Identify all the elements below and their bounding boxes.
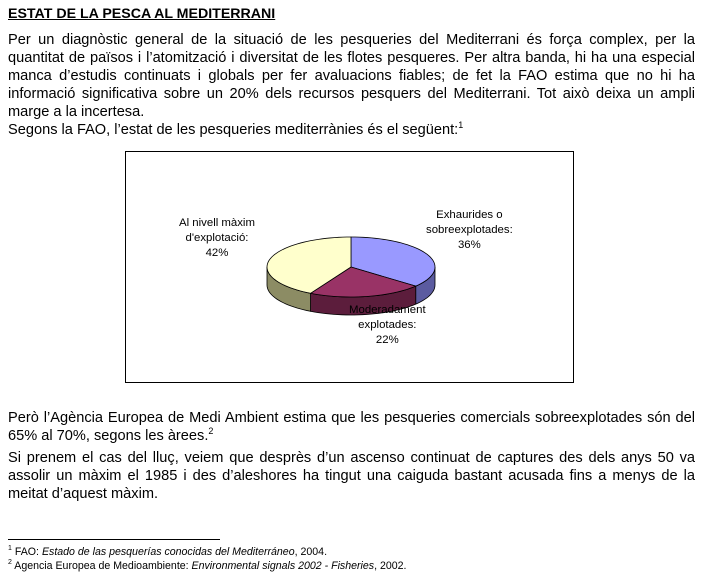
slice-label-value: 42% [205, 247, 229, 259]
footnote-number: 1 [8, 545, 12, 552]
slice-label-exhaurides [426, 208, 513, 253]
footnote-title: Environmental signals 2002 - Fisheries [191, 560, 375, 572]
slice-label-value: 22% [375, 334, 399, 346]
footnote-prefix: FAO: [14, 546, 42, 558]
slice-label-line: sobreexplotades: [426, 224, 513, 236]
eea-text: Però l’Agència Europea de Medi Ambient estima que les pesqueries comercials sobreexplotades són del 65% al 70%, segons les àrees. [8, 410, 695, 444]
slice-label-value: 36% [457, 239, 481, 251]
footnote-suffix: , 2004. [294, 546, 328, 558]
fao-intro-paragraph [8, 121, 695, 139]
slice-label-moderadament [349, 303, 426, 348]
slice-label-line: Exhaurides o [436, 209, 503, 221]
slice-label-line: explotades: [358, 319, 417, 331]
page-title: ESTAT DE LA PESCA AL MEDITERRANI [8, 6, 276, 22]
slice-label-line: Moderadament [349, 304, 426, 316]
footnote-2 [8, 560, 407, 573]
slice-label-line: Al nivell màxim [179, 217, 255, 229]
fao-intro-text: Segons la FAO, l’estat de les pesqueries mediterrànies és el següent: [8, 122, 459, 138]
footnote-number: 2 [8, 559, 12, 566]
slice-label-line: d'explotació: [185, 232, 249, 244]
footnote-ref-2: 2 [208, 426, 214, 436]
footnote-1 [8, 546, 327, 559]
footnote-separator [8, 539, 220, 540]
footnote-suffix: , 2002. [374, 560, 407, 572]
footnote-ref-1: 1 [458, 120, 464, 130]
pie-chart-svg [126, 152, 575, 384]
intro-paragraph: Per un diagnòstic general de la situació de les pesqueries del Mediterrani és força complex, per la quantitat de països i l’atomització i diversitat de les flotes pesqueres. Per altra banda, hi ha una especial manca d’estudis continuats i globals per fer avaluacions fiables; de fet la FAO estima que no hi ha informació significativa sobre un 20% dels recursos pesquers del Mediterrani. Tot això deixa un ampli marge a la incertesa. [8, 32, 695, 120]
pie-chart [125, 151, 574, 383]
footnote-prefix: Agencia Europea de Medioambiente: [14, 560, 192, 572]
eea-paragraph [8, 409, 695, 445]
slice-label-maxim [179, 216, 255, 261]
hake-paragraph: Si prenem el cas del lluç, veiem que desprès d’un ascenso continuat de captures des dels anys 50 va assolir un màxim el 1985 i des d’aleshores ha tingut una caiguda bastant acusada fins a menys de la meitat d’aquest màxim. [8, 450, 695, 502]
footnote-title: Estado de las pesquerías conocidas del Mediterráneo [41, 546, 295, 558]
